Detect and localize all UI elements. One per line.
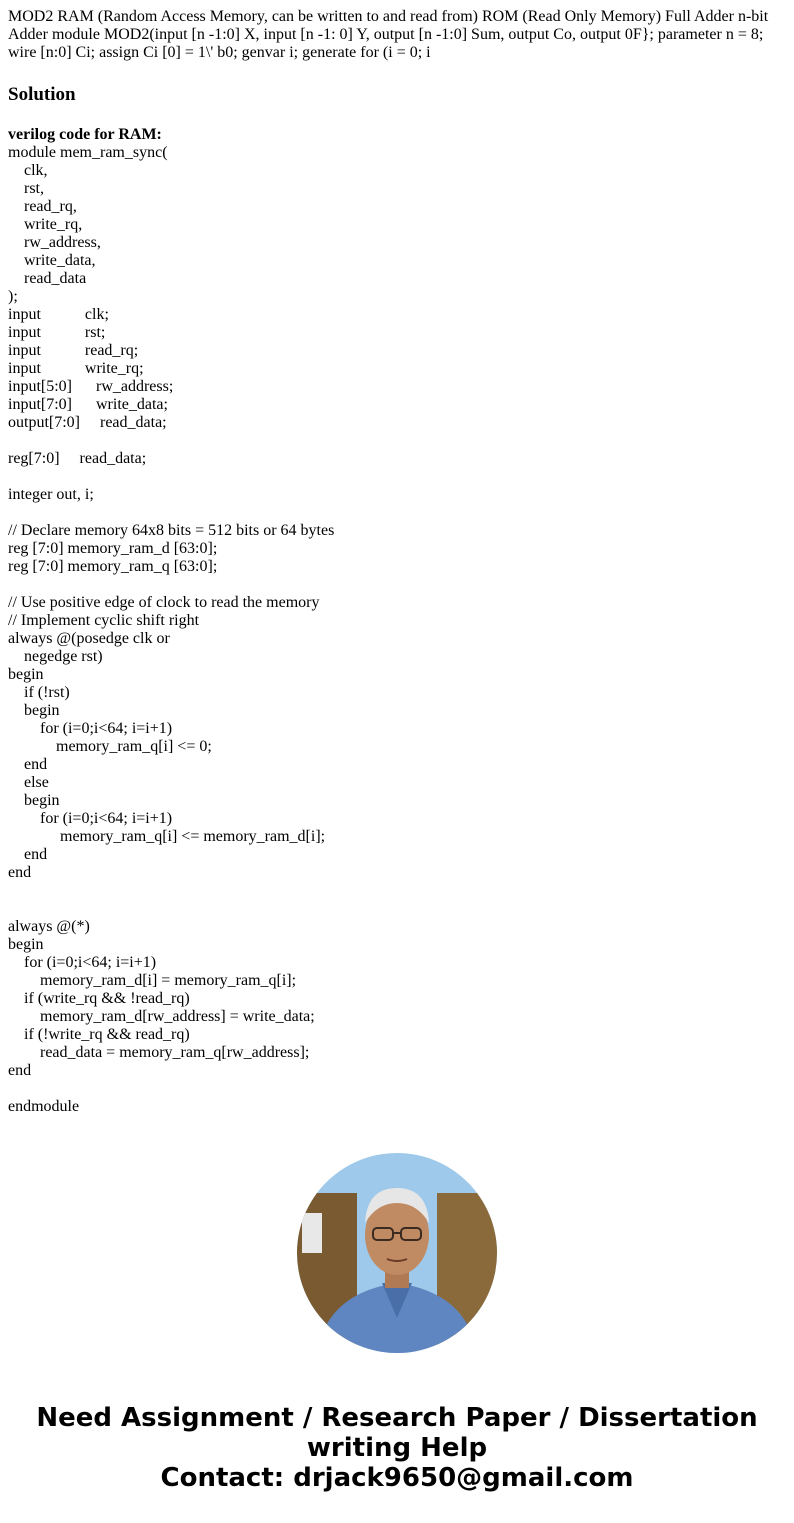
code-line: end: [8, 864, 32, 881]
code-line: memory_ram_d[rw_address] = write_data;: [8, 1008, 315, 1025]
code-line: input[5:0] rw_address;: [8, 378, 174, 395]
code-line: always @(posedge clk or: [8, 630, 170, 647]
code-lines: [8, 144, 786, 1116]
code-line: negedge rst): [8, 648, 103, 665]
code-line: // Declare memory 64x8 bits = 512 bits or 64 bytes: [8, 522, 335, 539]
code-line: end: [8, 846, 48, 863]
code-line: endmodule: [8, 1098, 80, 1115]
code-line: write_rq,: [8, 216, 83, 233]
code-line: read_rq,: [8, 198, 77, 215]
code-line: clk,: [8, 162, 48, 179]
code-line: input[7:0] write_data;: [8, 396, 168, 413]
code-line: input clk;: [8, 306, 109, 323]
code-line: [8, 504, 786, 522]
code-line: begin: [8, 936, 44, 953]
footer-line-2: writing Help: [306, 1433, 488, 1463]
code-line: if (!rst): [8, 684, 70, 701]
code-line: write_data,: [8, 252, 96, 269]
code-line: input rst;: [8, 324, 106, 341]
code-block: [8, 126, 786, 1116]
code-line: module mem_ram_sync(: [8, 144, 168, 161]
code-line: [8, 900, 786, 918]
footer-contact: Contact: drjack9650@gmail.com: [160, 1463, 634, 1493]
code-line: rw_address,: [8, 234, 101, 251]
code-line: read_data = memory_ram_q[rw_address];: [8, 1044, 310, 1061]
code-line: else: [8, 774, 49, 791]
code-line: begin: [8, 666, 44, 683]
code-line: end: [8, 756, 48, 773]
code-line: if (write_rq && !read_rq): [8, 990, 190, 1007]
code-line: begin: [8, 792, 60, 809]
code-line: integer out, i;: [8, 486, 94, 503]
code-line: reg [7:0] memory_ram_q [63:0];: [8, 558, 218, 575]
code-line: input write_rq;: [8, 360, 144, 377]
code-title: verilog code for RAM:: [8, 126, 162, 143]
author-portrait-icon: [297, 1153, 497, 1353]
solution-heading: Solution: [8, 84, 76, 105]
code-line: output[7:0] read_data;: [8, 414, 167, 431]
code-line: input read_rq;: [8, 342, 139, 359]
code-line: memory_ram_d[i] = memory_ram_q[i];: [8, 972, 297, 989]
code-line: rst,: [8, 180, 44, 197]
code-line: reg[7:0] read_data;: [8, 450, 147, 467]
code-line: );: [8, 288, 18, 305]
code-line: // Implement cyclic shift right: [8, 612, 200, 629]
code-line: reg [7:0] memory_ram_d [63:0];: [8, 540, 218, 557]
code-line: for (i=0;i<64; i=i+1): [8, 954, 157, 971]
code-line: memory_ram_q[i] <= memory_ram_d[i];: [8, 828, 326, 845]
code-line: // Use positive edge of clock to read the memory: [8, 594, 320, 611]
author-avatar: [297, 1153, 497, 1353]
code-line: always @(*): [8, 918, 90, 935]
code-line: [8, 432, 786, 450]
code-line: if (!write_rq && read_rq): [8, 1026, 190, 1043]
footer-line-1: Need Assignment / Research Paper / Dissertation: [36, 1403, 758, 1433]
footer-banner: [0, 1403, 794, 1493]
code-line: [8, 882, 786, 900]
code-line: [8, 1080, 786, 1098]
question-text: MOD2 RAM (Random Access Memory, can be written to and read from) ROM (Read Only Memory) Full Adder n-bit Adder module MOD2(input [n -1:0] X, input [n -1: 0] Y, output [n -1:0] Sum, output Co, output 0F}; parameter n = 8; wire [n:0] Ci; assign Ci [0] = 1\' b0; genvar i; generate for (i = 0; i: [8, 8, 769, 61]
code-line: [8, 468, 786, 486]
code-line: end: [8, 1062, 32, 1079]
code-line: for (i=0;i<64; i=i+1): [8, 810, 173, 827]
code-line: for (i=0;i<64; i=i+1): [8, 720, 173, 737]
code-line: memory_ram_q[i] <= 0;: [8, 738, 212, 755]
code-line: read_data: [8, 270, 87, 287]
code-line: [8, 576, 786, 594]
code-line: begin: [8, 702, 60, 719]
